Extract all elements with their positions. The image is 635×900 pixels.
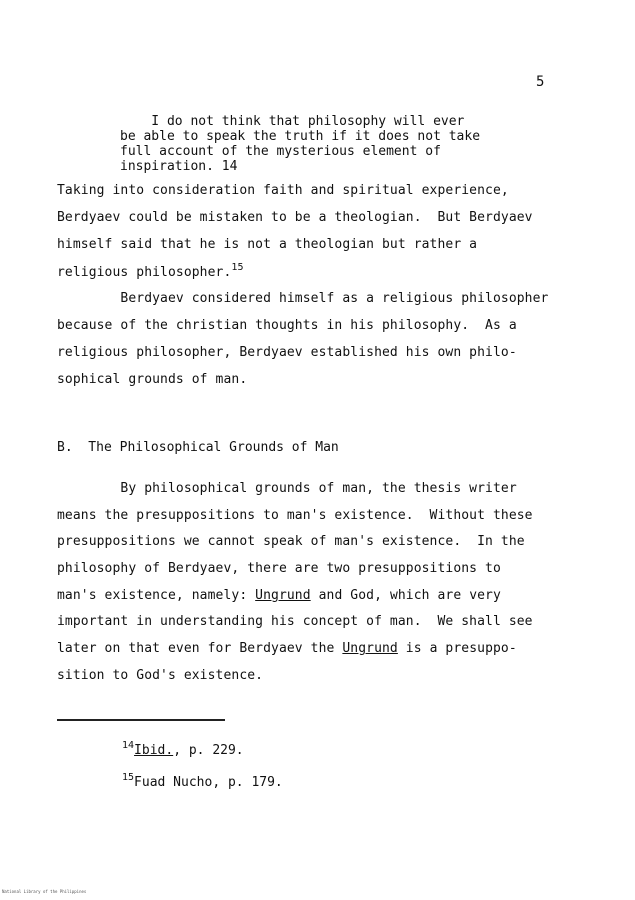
- quote-line: be able to speak the truth if it does not take: [120, 129, 481, 144]
- paragraph-line: presuppositions we cannot speak of man's existence. In the: [57, 534, 525, 549]
- footnote-ref: 14: [221, 159, 238, 174]
- footnote-divider: [57, 719, 225, 721]
- paragraph-line: sophical grounds of man.: [57, 372, 248, 387]
- block-quote: [120, 114, 480, 174]
- footnote: $^{15}$Fuad Nucho, p. 179.: [122, 772, 283, 790]
- quote-line: inspiration. 14: [120, 159, 238, 174]
- paragraph-line: important in understanding his concept of man. We shall see: [57, 614, 533, 629]
- paragraph-line: Taking into consideration faith and spiritual experience,: [57, 183, 509, 198]
- paragraph-line: By philosophical grounds of man, the thesis writer: [57, 481, 517, 496]
- paragraph-line: religious philosopher, Berdyaev established his own philo-: [57, 345, 517, 360]
- paragraph-line: himself said that he is not a theologian but rather a: [57, 237, 478, 252]
- paragraph-line: man's existence, namely: Ungrund and God, which are very: [57, 588, 501, 603]
- archive-footer: National Library of the Philippines: [2, 889, 87, 894]
- paragraph-line: religious philosopher.$^{15}$: [57, 262, 244, 280]
- paragraph-line: because of the christian thoughts in his philosophy. As a: [57, 318, 517, 333]
- paragraph-line: Berdyaev considered himself as a religious philosopher: [57, 291, 549, 306]
- paragraph-line: sition to God's existence.: [57, 668, 264, 683]
- quote-line: full account of the mysterious element of: [120, 144, 441, 159]
- paragraph-line: Berdyaev could be mistaken to be a theologian. But Berdyaev: [57, 210, 533, 225]
- ungrund-term: Ungrund: [255, 588, 311, 603]
- paragraph-line: philosophy of Berdyaev, there are two presuppositions to: [57, 561, 501, 576]
- footnote-ref: 15: [231, 262, 244, 273]
- paragraph-line: later on that even for Berdyaev the Ungrund is a presuppo-: [57, 641, 517, 656]
- page-number: 5: [536, 74, 545, 90]
- section-heading: B. The Philosophical Grounds of Man: [57, 440, 339, 455]
- quote-line: I do not think that philosophy will ever: [120, 114, 465, 129]
- paragraph-line: means the presuppositions to man's existence. Without these: [57, 508, 533, 523]
- ungrund-term: Ungrund: [342, 641, 398, 656]
- footnote: $^{14}$Ibid., p. 229.: [122, 740, 244, 758]
